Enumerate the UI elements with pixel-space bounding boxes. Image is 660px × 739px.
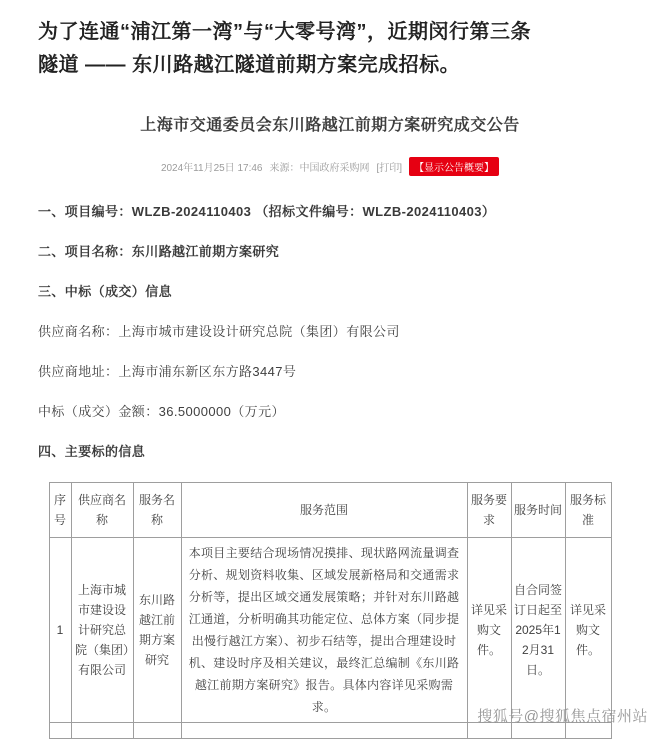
- cell-requirement: 详见采购文件。: [467, 538, 511, 723]
- cell-time: 自合同签订日起至2025年12月31日。: [511, 538, 565, 723]
- intro-text: [38, 16, 622, 82]
- col-header-no: 序号: [49, 483, 71, 538]
- col-header-standard: 服务标准: [565, 483, 611, 538]
- cell-service-name: 东川路越江前期方案研究: [133, 538, 181, 723]
- meta-bar: [38, 157, 622, 176]
- print-button[interactable]: [打印]: [376, 163, 403, 174]
- intro-line-1: 为了连通“浦江第一湾”与“大零号湾”，近期闵行第三条: [38, 21, 531, 43]
- summary-badge-button[interactable]: 【显示公告概要】: [409, 157, 499, 176]
- col-header-scope: 服务范围: [181, 483, 467, 538]
- col-header-service-name: 服务名称: [133, 483, 181, 538]
- table-row: [49, 538, 611, 723]
- col-header-requirement: 服务要求: [467, 483, 511, 538]
- source-label: 来源：中国政府采购网: [269, 163, 370, 174]
- col-header-supplier: 供应商名称: [71, 483, 133, 538]
- cell-standard: 详见采购文件。: [565, 538, 611, 723]
- cell-no: 1: [49, 538, 71, 723]
- section-project-number: 一、项目编号：WLZB-2024110403 （招标文件编号：WLZB-2024110403）: [38, 204, 496, 219]
- bid-info-table: [49, 482, 612, 739]
- table-header-row: [49, 483, 611, 538]
- page-title: 上海市交通委员会东川路越江前期方案研究成交公告: [140, 117, 520, 134]
- cell-supplier: 上海市城市建设设计研究总院（集团）有限公司: [71, 538, 133, 723]
- section-main-subject-heading: 四、主要标的信息: [38, 444, 146, 459]
- intro-line-2: 隧道 —— 东川路越江隧道前期方案完成招标。: [38, 54, 461, 76]
- publish-date: 2024年11月25日 17:46: [160, 163, 263, 174]
- award-amount-line: 中标（成交）金额：36.5000000（万元）: [38, 404, 285, 419]
- section-project-name: 二、项目名称：东川路越江前期方案研究: [38, 244, 280, 259]
- watermark: 搜狐号@搜狐焦点宿州站: [477, 708, 648, 725]
- announcement-body: [38, 202, 622, 462]
- supplier-address-line: 供应商地址：上海市浦东新区东方路3447号: [38, 364, 297, 379]
- supplier-name-line: 供应商名称：上海市城市建设设计研究总院（集团）有限公司: [38, 324, 400, 339]
- section-award-info-heading: 三、中标（成交）信息: [38, 284, 173, 299]
- col-header-time: 服务时间: [511, 483, 565, 538]
- cell-scope: 本项目主要结合现场情况摸排、现状路网流量调查分析、规划资料收集、区域发展新格局和交通需求分析等，提出区域交通发展策略；并针对东川路越江通道，分析明确其功能定位、总体方案（同步提出慢行越江方案）、初步石结等，提出合理建设时机、建设时序及相关建议，最终汇总编制《东川路越江前期方案研究》报告。具体内容详见采购需求。: [181, 538, 467, 723]
